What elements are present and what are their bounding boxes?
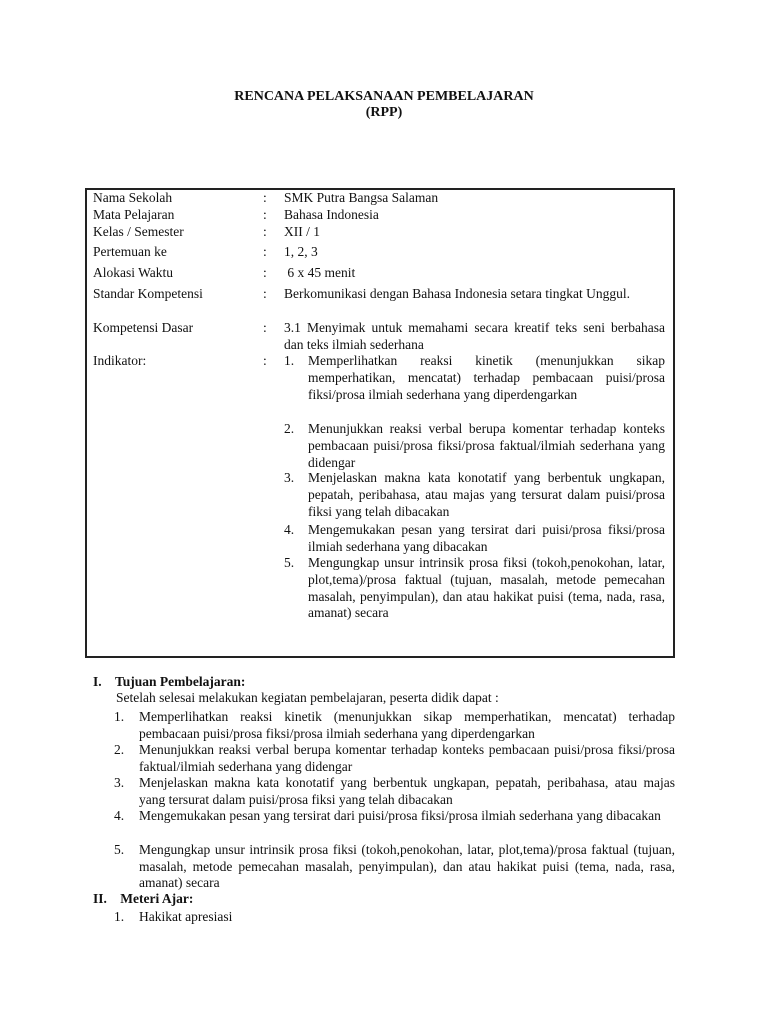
section-numeral: II.	[93, 891, 107, 906]
sk-value: Berkomunikasi dengan Bahasa Indonesia setara tingkat Unggul.	[284, 286, 631, 301]
list-number: 3.	[284, 470, 295, 485]
list-text: Menunjukkan reaksi verbal berupa komentar terhadap konteks pembacaan puisi/prosa fiksi/prosa faktual/ilmiah sederhana yang didengar	[139, 742, 675, 774]
school-value: SMK Putra Bangsa Salaman	[284, 190, 439, 205]
meeting-value: 1, 2, 3	[284, 244, 318, 259]
meeting-label: Pertemuan ke	[93, 244, 167, 259]
list-number: 2.	[284, 421, 295, 436]
colon: :	[263, 207, 267, 222]
list-number: 4.	[114, 808, 125, 823]
list-number: 1.	[284, 353, 295, 368]
list-text: Mengemukakan pesan yang tersirat dari puisi/prosa fiksi/prosa ilmiah sederhana yang dibacakan	[308, 522, 665, 554]
colon: :	[263, 286, 267, 301]
list-text: Memperlihatkan reaksi kinetik (menunjukkan sikap memperhatikan, mencatat) terhadap pembacaan puisi/prosa fiksi/prosa ilmiah sederhana yang diperdengarkan	[308, 353, 665, 402]
sk-label: Standar Kompetensi	[93, 286, 203, 301]
list-number: 2.	[114, 742, 125, 757]
colon: :	[263, 353, 267, 368]
list-text: Menjelaskan makna kata konotatif yang berbentuk ungkapan, pepatah, peribahasa, atau majas yang tersurat dalam puisi/prosa fiksi yang telah dibacakan	[308, 470, 665, 519]
colon: :	[263, 265, 267, 280]
list-text: Mengungkap unsur intrinsik prosa fiksi (tokoh,penokohan, latar, plot,tema)/prosa faktual (tujuan, masalah, metode pemecahan masalah, penyimpulan), dan atau hakikat puisi (tema, nada, rasa, amanat) secara	[139, 842, 675, 891]
time-label: Alokasi Waktu	[93, 265, 174, 280]
section-intro: Setelah selesai melakukan kegiatan pembelajaran, peserta didik dapat :	[116, 690, 499, 705]
section-numeral: I.	[93, 674, 102, 689]
list-text: Hakikat apresiasi	[139, 909, 233, 924]
colon: :	[263, 320, 267, 335]
subject-label: Mata Pelajaran	[93, 207, 175, 222]
list-text: Mengemukakan pesan yang tersirat dari puisi/prosa fiksi/prosa ilmiah sederhana yang dibacakan	[139, 808, 661, 823]
list-text: Menunjukkan reaksi verbal berupa komentar terhadap konteks pembacaan puisi/prosa fiksi/prosa faktual/ilmiah sederhana yang didengar	[308, 421, 665, 470]
document-title: RENCANA PELAKSANAAN PEMBELAJARAN	[234, 89, 534, 104]
indicator-label: Indikator:	[93, 353, 147, 368]
list-number: 4.	[284, 522, 295, 537]
subject-value: Bahasa Indonesia	[284, 207, 379, 222]
list-number: 5.	[114, 842, 125, 857]
section-heading-1	[93, 674, 245, 690]
time-value: 6 x 45 menit	[284, 265, 356, 280]
section-title: Tujuan Pembelajaran:	[115, 674, 246, 689]
section-heading-2	[93, 891, 193, 907]
class-value: XII / 1	[284, 224, 320, 239]
kd-value: 3.1 Menyimak untuk memahami secara kreatif teks seni berbahasa dan teks ilmiah sederhana	[284, 320, 665, 352]
section-title: Meteri Ajar:	[120, 891, 194, 906]
list-number: 5.	[284, 555, 295, 570]
colon: :	[263, 244, 267, 259]
list-text: Menjelaskan makna kata konotatif yang berbentuk ungkapan, pepatah, peribahasa, atau majas yang tersurat dalam puisi/prosa fiksi yang telah dibacakan	[139, 775, 675, 807]
colon: :	[263, 190, 267, 205]
list-text: Memperlihatkan reaksi kinetik (menunjukkan sikap memperhatikan, mencatat) terhadap pembacaan puisi/prosa fiksi/prosa ilmiah sederhana yang diperdengarkan	[139, 709, 675, 741]
kd-label: Kompetensi Dasar	[93, 320, 194, 335]
class-label: Kelas / Semester	[93, 224, 184, 239]
list-number: 3.	[114, 775, 125, 790]
colon: :	[263, 224, 267, 239]
list-text: Mengungkap unsur intrinsik prosa fiksi (tokoh,penokohan, latar, plot,tema)/prosa faktual (tujuan, masalah, metode pemecahan masalah, penyimpulan), dan atau hakikat puisi (tema, nada, rasa, amanat) secara	[308, 555, 665, 621]
list-number: 1.	[114, 909, 125, 924]
list-number: 1.	[114, 709, 125, 724]
document-subtitle: (RPP)	[365, 105, 403, 120]
school-label: Nama Sekolah	[93, 190, 173, 205]
